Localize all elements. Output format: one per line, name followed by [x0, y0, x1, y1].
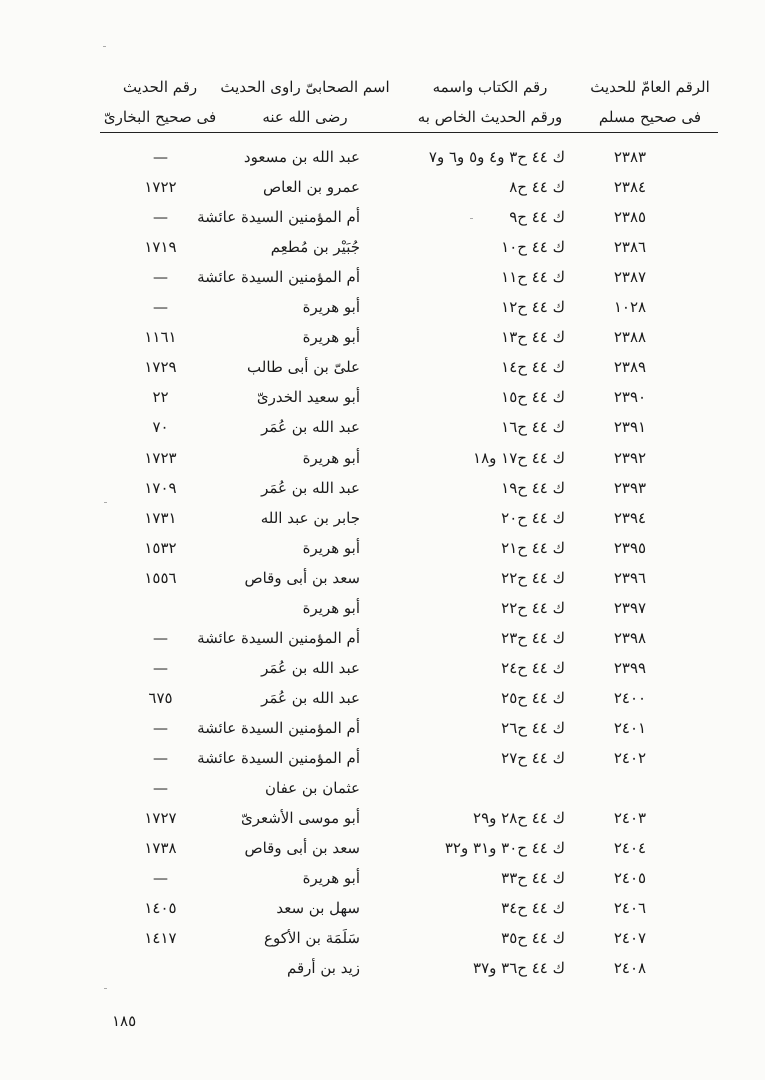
bukhari-number-cell: ١٧٢٣ [144, 448, 177, 467]
header-narrator-line1: اسم الصحابىّ راوى الحديث [220, 78, 390, 96]
general-number-cell: ٢٣٨٧ [613, 268, 647, 287]
table-row [0, 473, 765, 503]
general-number-cell: ٢٤٠٨ [613, 959, 647, 978]
bukhari-number-cell: — [153, 628, 168, 647]
header-narrator-line2: رضى الله عنه [262, 108, 348, 126]
narrator-cell: أبو هريرة [302, 538, 360, 557]
header-book-number [410, 72, 570, 132]
book-number-cell: ك ٤٤ ح١١ [501, 268, 565, 287]
general-number-cell: ٢٤٠٤ [613, 839, 647, 858]
narrator-cell: عبد الله بن مسعود [243, 148, 360, 166]
book-number-cell: ك ٤٤ ح٢٨ و٢٩ [473, 809, 565, 828]
general-number-cell: ٢٣٩٨ [613, 628, 647, 647]
bukhari-number-cell: — [153, 298, 168, 317]
general-number-cell: ٢٤٠٧ [613, 929, 647, 948]
book-number-cell: ك ٤٤ ح١٣ [501, 328, 565, 347]
table-row [0, 382, 765, 412]
narrator-cell: أبو هريرة [302, 448, 360, 467]
table-row [0, 683, 765, 713]
book-number-cell: ك ٤٤ ح٢٧ [501, 749, 565, 767]
general-number-cell: ٢٣٩٦ [613, 568, 647, 587]
narrator-cell: سعد بن أبى وقاص [244, 839, 360, 858]
bukhari-number-cell: — [153, 869, 168, 888]
table-row [0, 863, 765, 893]
narrator-cell: علىّ بن أبى طالب [247, 358, 360, 377]
narrator-cell: عمرو بن العاص [263, 178, 360, 197]
narrator-cell: عثمان بن عفان [265, 779, 360, 798]
book-number-cell: ك ٤٤ ح١٤ [501, 358, 565, 377]
book-number-cell: ك ٤٤ ح٢٠ [501, 508, 565, 527]
table-row [0, 443, 765, 473]
general-number-cell: ٢٣٩٧ [613, 598, 647, 617]
book-number-cell: ك ٤٤ ح١٠ [501, 238, 565, 257]
bukhari-number-cell: — [153, 658, 168, 677]
bukhari-number-cell: ١٧٣١ [144, 508, 177, 527]
general-number-cell: ٢٣٩٤ [613, 508, 647, 527]
general-number-cell: ٢٤٠٦ [613, 899, 647, 918]
book-number-cell: ك ٤٤ ح٢٤ [501, 658, 565, 677]
bukhari-number-cell: — [153, 779, 168, 798]
general-number-cell: ٢٣٨٣ [613, 148, 647, 166]
header-rule [100, 132, 718, 133]
book-number-cell: ك ٤٤ ح٣٠ و٣١ و٣٢ [444, 839, 565, 858]
table-row [0, 593, 765, 623]
bukhari-number-cell: — [153, 148, 168, 166]
bukhari-number-cell: ٦٧٥ [148, 688, 173, 707]
bukhari-number-cell: ١٧٢٧ [144, 809, 177, 828]
general-number-cell: ٢٤٠٣ [613, 809, 647, 828]
table-row [0, 533, 765, 563]
bukhari-number-cell: ١٧١٩ [144, 238, 177, 257]
scan-speck [104, 988, 107, 989]
general-number-cell: ٢٣٩٥ [613, 538, 647, 557]
book-number-cell: ك ٤٤ ح١٢ [501, 298, 565, 317]
book-number-cell: ك ٤٤ ح٢٣ [501, 628, 565, 647]
narrator-cell: عبد الله بن عُمَر [261, 688, 360, 707]
general-number-cell: ١٠٢٨ [613, 298, 647, 317]
table-row [0, 352, 765, 382]
table-row [0, 713, 765, 743]
bukhari-number-cell: ١٧٠٩ [144, 478, 177, 497]
header-general-number-line2: فى صحيح مسلم [598, 108, 702, 126]
narrator-cell: أم المؤمنين السيدة عائشة [197, 718, 360, 737]
header-bukhari-number [100, 72, 220, 132]
book-number-cell: ك ٤٤ ح٣٥ [501, 929, 565, 948]
book-number-cell: ك ٤٤ ح٩ [509, 208, 565, 227]
book-number-cell: ك ٤٤ ح٢٥ [501, 688, 565, 707]
bukhari-number-cell: ١٥٥٦ [144, 568, 177, 587]
table-row [0, 202, 765, 232]
narrator-cell: أبو هريرة [302, 869, 360, 888]
general-number-cell: ٢٣٩٠ [613, 388, 647, 407]
general-number-cell: ٢٤٠٢ [613, 749, 647, 767]
narrator-cell: أم المؤمنين السيدة عائشة [197, 749, 360, 767]
table-row [0, 142, 765, 172]
book-number-cell: ك ٤٤ ح١٦ [501, 418, 565, 437]
table-row [0, 653, 765, 683]
general-number-cell: ٢٣٩١ [613, 418, 647, 437]
book-number-cell: ك ٤٤ ح١٧ و١٨ [473, 448, 565, 467]
general-number-cell: ٢٤٠٠ [613, 688, 647, 707]
general-number-cell: ٢٣٨٤ [613, 178, 647, 197]
table-row [0, 773, 765, 803]
header-general-number [585, 72, 715, 132]
general-number-cell: ٢٤٠١ [613, 718, 647, 737]
book-number-cell: ك ٤٤ ح٢٦ [501, 718, 565, 737]
general-number-cell: ٢٣٨٥ [613, 208, 647, 227]
bukhari-number-cell: ١٥٣٢ [144, 538, 177, 557]
book-number-cell: ك ٤٤ ح٢٢ [501, 568, 565, 587]
narrator-cell: أم المؤمنين السيدة عائشة [197, 268, 360, 287]
book-number-cell: ك ٤٤ ح٣ و٤ و٥ و٦ و٧ [428, 148, 565, 166]
bukhari-number-cell: ١٤٠٥ [144, 899, 177, 918]
header-general-number-line1: الرقم العامّ للحديث [590, 78, 710, 96]
header-book-number-line1: رقم الكتاب واسمه [432, 78, 548, 96]
header-book-number-line2: ورقم الحديث الخاص به [417, 108, 563, 126]
bukhari-number-cell: ٢٢ [152, 388, 169, 407]
narrator-cell: أبو موسى الأشعرىّ [240, 809, 360, 828]
narrator-cell: عبد الله بن عُمَر [261, 478, 360, 497]
narrator-cell: عبد الله بن عُمَر [261, 418, 360, 437]
book-number-cell: ك ٤٤ ح٢٢ [501, 598, 565, 617]
narrator-cell: أم المؤمنين السيدة عائشة [197, 628, 360, 647]
table-row [0, 232, 765, 262]
general-number-cell: ٢٣٩٩ [613, 658, 647, 677]
bukhari-number-cell: ١١٦١ [144, 328, 177, 347]
book-number-cell: ك ٤٤ ح٣٣ [501, 869, 565, 888]
narrator-cell: أبو هريرة [302, 598, 360, 617]
general-number-cell: ٢٣٩٣ [613, 478, 647, 497]
table-row [0, 322, 765, 352]
table-row [0, 563, 765, 593]
table-row [0, 262, 765, 292]
scan-speck [470, 218, 473, 219]
narrator-cell: زيد بن أرقم [287, 959, 360, 978]
narrator-cell: أبو هريرة [302, 328, 360, 347]
header-bukhari-number-line1: رقم الحديث [122, 78, 198, 96]
narrator-cell: سَلَمَة بن الأكوع [264, 929, 360, 948]
book-number-cell: ك ٤٤ ح٣٦ و٣٧ [473, 959, 565, 978]
bukhari-number-cell: — [153, 718, 168, 737]
book-number-cell: ك ٤٤ ح٨ [509, 178, 565, 197]
bukhari-number-cell: ١٧٢٢ [144, 178, 177, 197]
table-row [0, 292, 765, 322]
table-row [0, 923, 765, 953]
narrator-cell: أبو سعيد الخدرىّ [256, 388, 360, 407]
table-row [0, 953, 765, 983]
bukhari-number-cell: — [153, 208, 168, 227]
bukhari-number-cell: — [153, 749, 168, 767]
narrator-cell: جابر بن عبد الله [260, 508, 360, 527]
scan-speck [103, 46, 106, 47]
narrator-cell: عبد الله بن عُمَر [261, 658, 360, 677]
header-narrator [210, 72, 400, 132]
table-row [0, 503, 765, 533]
table-row [0, 833, 765, 863]
page-number: ١٨٥ [112, 1012, 137, 1030]
general-number-cell: ٢٣٨٩ [613, 358, 647, 377]
table-row [0, 172, 765, 202]
scan-speck [104, 502, 107, 503]
general-number-cell: ٢٤٠٥ [613, 869, 647, 888]
bukhari-number-cell: ١٧٣٨ [144, 839, 177, 858]
general-number-cell: ٢٣٩٢ [613, 448, 647, 467]
bukhari-number-cell: ٧٠ [152, 418, 169, 437]
table-row [0, 623, 765, 653]
narrator-cell: سعد بن أبى وقاص [244, 568, 360, 587]
narrator-cell: أم المؤمنين السيدة عائشة [197, 208, 360, 227]
bukhari-number-cell: — [153, 268, 168, 287]
table-row [0, 803, 765, 833]
narrator-cell: سهل بن سعد [276, 899, 360, 918]
bukhari-number-cell: ١٤١٧ [144, 929, 177, 948]
general-number-cell: ٢٣٨٨ [613, 328, 647, 347]
narrator-cell: أبو هريرة [302, 298, 360, 317]
table-row [0, 743, 765, 773]
narrator-cell: جُبَيْر بن مُطعِم [270, 238, 360, 257]
book-number-cell: ك ٤٤ ح١٩ [501, 478, 565, 497]
book-number-cell: ك ٤٤ ح١٥ [501, 388, 565, 407]
general-number-cell: ٢٣٨٦ [613, 238, 647, 257]
table-row [0, 412, 765, 442]
table-row [0, 893, 765, 923]
bukhari-number-cell: ١٧٢٩ [144, 358, 177, 377]
book-number-cell: ك ٤٤ ح٢١ [501, 538, 565, 557]
header-bukhari-number-line2: فى صحيح البخارىّ [103, 108, 217, 126]
book-number-cell: ك ٤٤ ح٣٤ [501, 899, 565, 918]
